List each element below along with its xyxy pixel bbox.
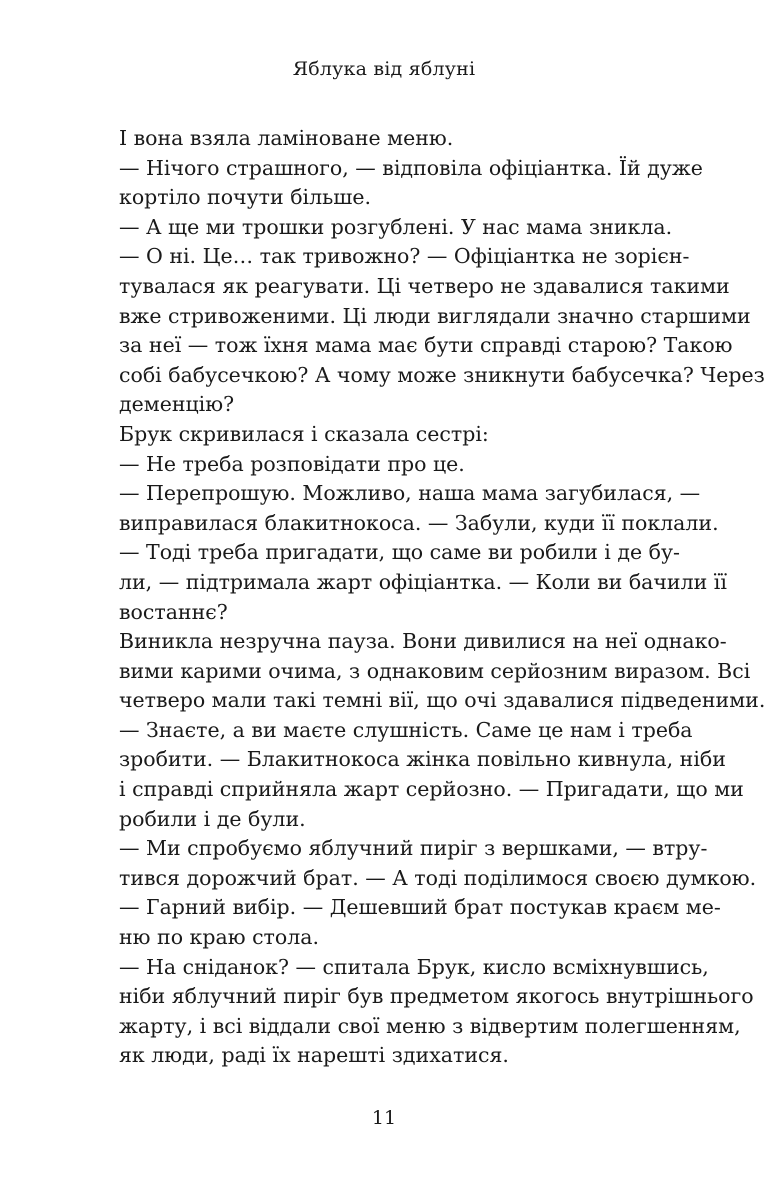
text-line: — Не треба розповідати про це. <box>119 451 465 476</box>
text-line: ли, — підтримала жарт офіціантка. — Коли ви бачили її <box>119 569 727 594</box>
text-line: Виникла незручна пауза. Вони дивилися на неї однако- <box>119 629 727 654</box>
paragraph <box>119 479 719 538</box>
text-line: востаннє? <box>119 599 228 624</box>
paragraph <box>119 213 673 243</box>
page-number: 11 <box>371 1107 397 1129</box>
text-line: — О ні. Це… так тривожно? — Офіціантка не зорієн- <box>119 244 690 269</box>
text-line: зробити. — Блакитнокоса жінка повільно кивнула, ніби <box>119 747 726 772</box>
paragraph <box>119 953 754 1071</box>
text-line: — Тоді треба пригадати, що саме ви робили і де бу- <box>119 540 680 565</box>
text-line: — Нічого страшного, — відповіла офіціантка. Їй дуже <box>119 155 703 180</box>
text-line: вими карими очима, з однаковим серйозним виразом. Всі <box>119 658 751 683</box>
text-line: четверо мали такі темні вії, що очі здавалися підведеними. <box>119 688 766 713</box>
text-line: — Гарний вибір. — Дешевший брат постукав краєм ме- <box>119 895 721 920</box>
text-line: ніби яблучний пиріг був предметом якогось внутрішнього <box>119 984 754 1009</box>
running-head: Яблука від яблуні <box>292 58 476 80</box>
text-line: — А ще ми трошки розгублені. У нас мама зникла. <box>119 214 673 239</box>
text-line: собі бабусечкою? А чому може зникнути бабусечка? Через <box>119 362 765 387</box>
paragraph <box>119 716 744 834</box>
text-line: за неї — тож їхня мама має бути справді старою? Такою <box>119 333 733 358</box>
text-line: тувалася як реагувати. Ці четверо не здавалися такими <box>119 273 730 298</box>
paragraph <box>119 834 757 893</box>
text-line: — На сніданок? — спитала Брук, кисло всміхнувшись, <box>119 954 709 979</box>
text-line: жарту, і всі віддали свої меню з відвертим полегшенням, <box>119 1013 741 1038</box>
body-text <box>119 124 766 1071</box>
paragraph <box>119 450 669 480</box>
text-line: Брук скривилася і сказала сестрі: <box>119 421 489 446</box>
text-line: — Ми спробуємо яблучний пиріг з вершками, — втру- <box>119 836 708 861</box>
text-line: робили і де були. <box>119 806 306 831</box>
paragraph <box>119 420 669 450</box>
text-line: ню по краю стола. <box>119 925 319 950</box>
text-line: і справді сприйняла жарт серйозно. — Пригадати, що ми <box>119 777 744 802</box>
text-line: як люди, раді їх нарешті здихатися. <box>119 1043 509 1068</box>
text-line: кортіло почути більше. <box>119 185 371 210</box>
paragraph <box>119 154 703 213</box>
paragraph <box>119 538 727 627</box>
text-line: І вона взяла ламіноване меню. <box>119 126 454 150</box>
text-line: — Знаєте, а ви маєте слушність. Саме це нам і треба <box>119 717 693 742</box>
text-line: виправилася блакитнокоса. — Забули, куди її поклали. <box>119 510 719 535</box>
text-line: вже стривоженими. Ці люди виглядали значно старшими <box>119 303 751 328</box>
text-line: — Перепрошую. Можливо, наша мама загубилася, — <box>119 481 701 506</box>
paragraph <box>119 893 721 952</box>
paragraph <box>119 242 765 420</box>
paragraph <box>119 627 766 716</box>
text-line: тився дорожчий брат. — А тоді поділимося своєю думкою. <box>119 865 757 890</box>
text-line: деменцію? <box>119 392 235 417</box>
paragraph <box>119 124 669 154</box>
